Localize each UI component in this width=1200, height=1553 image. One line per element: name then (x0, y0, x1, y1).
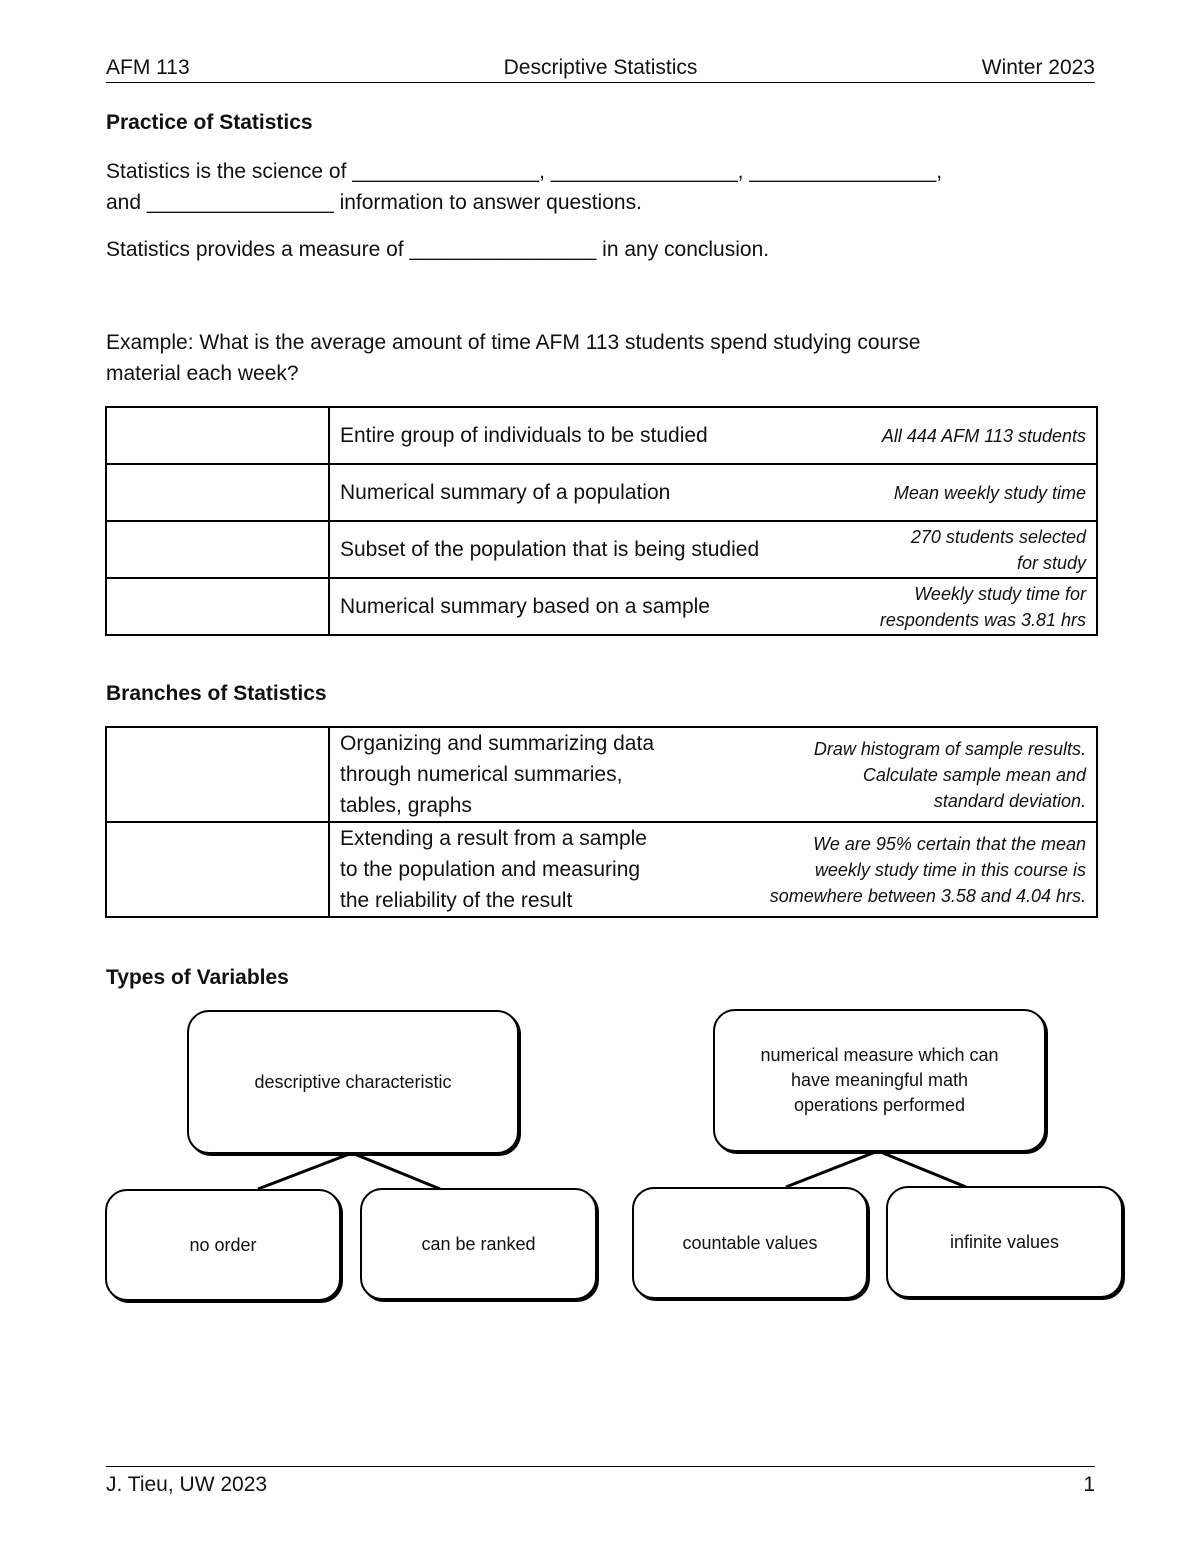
row-example: Mean weekly study time (893, 482, 1086, 503)
example-line: We are 95% certain that the mean (813, 833, 1086, 854)
example-line: for study (1016, 552, 1086, 573)
example-line: 270 students selected (910, 526, 1086, 547)
box-label: numerical measure which can (760, 1045, 999, 1065)
quantitative-connector (786, 1151, 966, 1187)
example-line: somewhere between 3.58 and 4.04 hrs. (769, 885, 1086, 906)
quantitative-box (713, 1009, 1046, 1152)
description-line: to the population and measuring (340, 858, 641, 881)
example-line-2: material each week? (106, 362, 299, 385)
branches-heading: Branches of Statistics (106, 682, 327, 705)
box-label: descriptive characteristic (254, 1071, 452, 1092)
row-description: Subset of the population that is being studied (340, 538, 760, 561)
discrete-box (632, 1187, 868, 1299)
box-label: countable values (682, 1232, 818, 1253)
box-label: can be ranked (421, 1233, 536, 1254)
example-line: Weekly study time for (914, 583, 1086, 604)
example-line: weekly study time in this course is (814, 859, 1086, 880)
row-description: Entire group of individuals to be studied (340, 424, 708, 447)
course-code: AFM 113 (106, 56, 190, 79)
description-line: Organizing and summarizing data (340, 732, 654, 755)
footer-author: J. Tieu, UW 2023 (106, 1473, 268, 1496)
continuous-box (886, 1186, 1123, 1298)
practice-heading: Practice of Statistics (106, 111, 313, 134)
example-line: respondents was 3.81 hrs (879, 609, 1086, 630)
term: Winter 2023 (981, 56, 1095, 79)
box-label: operations performed (793, 1095, 966, 1115)
nominal-box (105, 1189, 341, 1301)
qualitative-connector (258, 1153, 440, 1189)
row-description: Numerical summary based on a sample (340, 595, 710, 618)
example-line: standard deviation. (933, 790, 1086, 811)
qualitative-box (187, 1010, 519, 1154)
example-line: Draw histogram of sample results. (813, 738, 1086, 759)
practice-line-3: Statistics provides a measure of ________________ in any conclusion. (106, 238, 770, 261)
box-label: have meaningful math (790, 1070, 969, 1090)
example-line: Calculate sample mean and (862, 764, 1086, 785)
description-line: tables, graphs (340, 794, 472, 817)
practice-line-2: and ________________ information to answer questions. (106, 191, 642, 214)
box-label: no order (189, 1234, 257, 1255)
ordinal-box (360, 1188, 597, 1300)
document-title: Descriptive Statistics (503, 56, 698, 79)
page-number: 1 (1083, 1473, 1095, 1496)
row-description: Numerical summary of a population (340, 481, 671, 504)
description-line: through numerical summaries, (340, 763, 623, 786)
practice-line-1: Statistics is the science of ________________, ________________, ________________, (106, 160, 943, 183)
box-label: infinite values (949, 1231, 1060, 1252)
page-footer (106, 1466, 1095, 1497)
variables-heading: Types of Variables (106, 966, 289, 989)
description-line: the reliability of the result (340, 889, 573, 912)
example-line-1: Example: What is the average amount of time AFM 113 students spend studying course (106, 331, 921, 354)
row-example: All 444 AFM 113 students (881, 425, 1086, 446)
description-line: Extending a result from a sample (340, 827, 647, 850)
